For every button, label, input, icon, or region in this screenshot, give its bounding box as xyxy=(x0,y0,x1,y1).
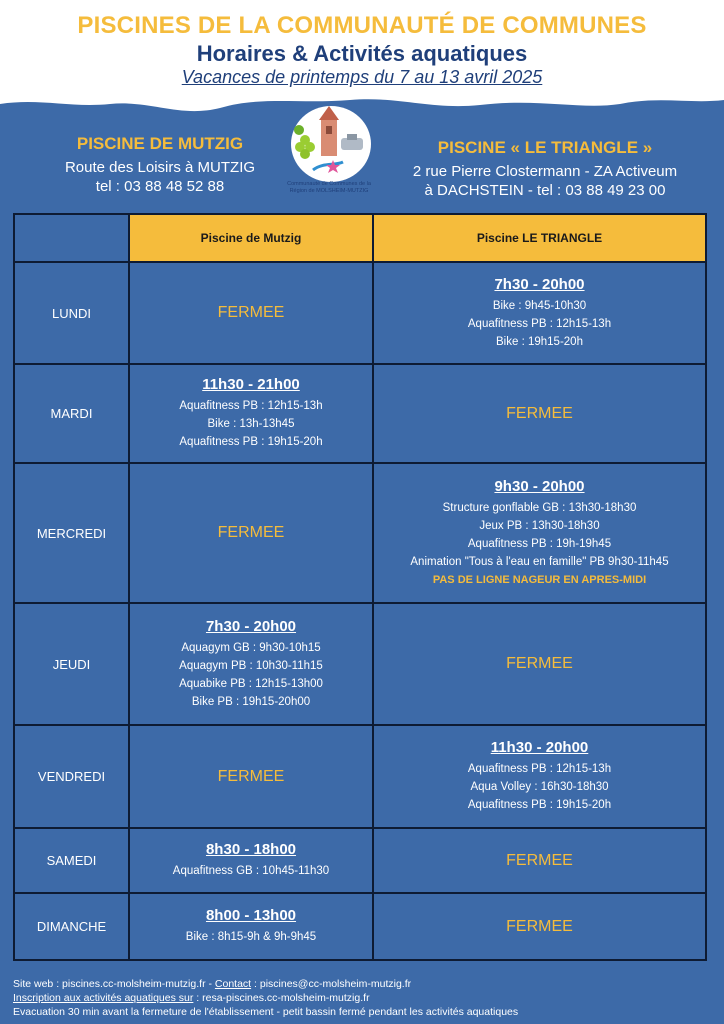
cell-triangle xyxy=(373,828,706,893)
cell-triangle xyxy=(373,893,706,960)
activity-item: Bike : 13h-13h45 xyxy=(207,418,295,430)
schedule-table xyxy=(13,213,707,961)
cell-mutzig xyxy=(129,893,373,960)
opening-hours: 11h30 - 20h00 xyxy=(490,739,589,756)
pool-triangle-address: 2 rue Pierre Clostermann - ZA Activeum xyxy=(412,163,678,180)
activity-item: Aquabike PB : 12h15-13h00 xyxy=(179,677,323,690)
activity-item: Animation "Tous à l'eau en famille" PB 9h30-11h45 xyxy=(410,555,669,568)
page-title: PISCINES DE LA COMMUNAUTÉ DE COMMUNES xyxy=(77,12,647,39)
cell-mutzig xyxy=(129,364,373,463)
activity-item: Bike : 19h15-20h xyxy=(496,335,583,348)
row-mardi xyxy=(14,364,706,463)
day-label: VENDREDI xyxy=(14,725,129,828)
activity-item: Structure gonflable GB : 13h30-18h30 xyxy=(442,501,637,514)
cell-mutzig xyxy=(129,463,373,603)
row-dimanche xyxy=(14,893,706,960)
footer-line-web xyxy=(13,977,713,991)
cell-triangle xyxy=(373,725,706,828)
activity-item: Aquafitness PB : 19h15-20h xyxy=(179,436,323,448)
day-label: MERCREDI xyxy=(14,463,129,603)
closed-label: FERMEE xyxy=(506,917,573,935)
cell-mutzig xyxy=(129,603,373,725)
cell-mutzig xyxy=(129,262,373,364)
pool-mutzig-address: Route des Loisirs à MUTZIG xyxy=(64,159,256,176)
opening-hours: 11h30 - 21h00 xyxy=(202,376,300,393)
row-mercredi xyxy=(14,463,706,603)
cell-mutzig xyxy=(129,725,373,828)
corner-cell xyxy=(14,214,129,262)
activity-item: Aquafitness PB : 19h15-20h xyxy=(467,799,612,811)
activity-item: Bike : 9h45-10h30 xyxy=(492,299,587,312)
warning-note: PAS DE LIGNE NAGEUR EN APRES-MIDI xyxy=(432,573,647,586)
row-jeudi xyxy=(14,603,706,725)
col-header-mutzig: Piscine de Mutzig xyxy=(129,214,373,262)
activity-item: Aquafitness PB : 12h15-13h xyxy=(467,317,612,330)
activity-item: Bike PB : 19h15-20h00 xyxy=(191,695,311,708)
separator: - xyxy=(205,978,215,990)
closed-label: FERMEE xyxy=(217,304,285,321)
web-label: Site web : xyxy=(13,978,63,990)
day-label: MARDI xyxy=(14,364,129,463)
logo-caption: Communauté de Communes de la Région de MOLSHEIM-MUTZIG xyxy=(287,181,371,194)
pool-mutzig-info xyxy=(40,134,280,196)
pool-mutzig-phone: tel : 03 88 48 52 88 xyxy=(95,178,225,195)
contact-link[interactable]: Contact xyxy=(214,978,252,990)
footer xyxy=(13,977,713,1019)
col-header-triangle: Piscine LE TRIANGLE xyxy=(373,214,706,262)
inscription-link[interactable]: Inscription aux activités aquatiques sur xyxy=(13,992,194,1004)
day-label: LUNDI xyxy=(14,262,129,364)
cell-mutzig xyxy=(129,828,373,893)
day-label: SAMEDI xyxy=(14,828,129,893)
pool-triangle-name: PISCINE « LE TRIANGLE » xyxy=(437,138,653,157)
activity-item: Aquafitness PB : 12h15-13h xyxy=(179,400,323,412)
period-label: Vacances de printemps du 7 au 13 avril 2025 xyxy=(181,67,543,87)
activity-item: Jeux PB : 13h30-18h30 xyxy=(479,519,600,532)
closed-label: FERMEE xyxy=(217,524,285,541)
opening-hours: 8h30 - 18h00 xyxy=(205,841,297,858)
cell-triangle xyxy=(373,603,706,725)
row-samedi xyxy=(14,828,706,893)
page-subtitle: Horaires & Activités aquatiques xyxy=(196,41,528,66)
activity-item: Aquagym PB : 10h30-11h15 xyxy=(179,659,323,672)
opening-hours: 9h30 - 20h00 xyxy=(494,477,585,495)
activity-item: Aquafitness PB : 12h15-13h xyxy=(467,763,612,775)
activity-item: Aquafitness GB : 10h45-11h30 xyxy=(172,865,330,877)
contact-email[interactable]: piscines@cc-molsheim-mutzig.fr xyxy=(259,978,412,990)
opening-hours: 7h30 - 20h00 xyxy=(205,617,297,635)
cell-triangle xyxy=(373,364,706,463)
opening-hours: 7h30 - 20h00 xyxy=(494,275,585,293)
row-lundi xyxy=(14,262,706,364)
closed-label: FERMEE xyxy=(506,655,573,672)
inscription-url[interactable]: : resa-piscines.cc-molsheim-mutzig.fr xyxy=(193,992,370,1004)
row-vendredi xyxy=(14,725,706,828)
closed-label: FERMEE xyxy=(506,851,573,869)
activity-item: Bike : 8h15-9h & 9h-9h45 xyxy=(185,931,317,943)
closed-label: FERMEE xyxy=(217,767,285,785)
day-label: DIMANCHE xyxy=(14,893,129,960)
opening-hours: 8h00 - 13h00 xyxy=(205,907,297,924)
cell-triangle xyxy=(373,463,706,603)
web-link[interactable]: piscines.cc-molsheim-mutzig.fr xyxy=(62,978,206,990)
day-label: JEUDI xyxy=(14,603,129,725)
pool-triangle-info xyxy=(380,138,710,200)
closed-label: FERMEE xyxy=(506,404,573,422)
activity-item: Aqua Volley : 16h30-18h30 xyxy=(470,781,609,793)
separator: : xyxy=(251,978,260,990)
footer-line-evacuation: Evacuation 30 min avant la fermeture de l'établissement - petit bassin fermé pendant les activités aquatiques xyxy=(13,1006,519,1018)
pool-mutzig-name: PISCINE DE MUTZIG xyxy=(76,134,244,153)
cell-triangle xyxy=(373,262,706,364)
activity-item: Aquagym GB : 9h30-10h15 xyxy=(181,641,321,654)
pool-triangle-phone: à DACHSTEIN - tel : 03 88 49 23 00 xyxy=(424,182,666,199)
activity-item: Aquafitness PB : 19h-19h45 xyxy=(467,537,612,550)
footer-line-inscription xyxy=(13,991,713,1005)
